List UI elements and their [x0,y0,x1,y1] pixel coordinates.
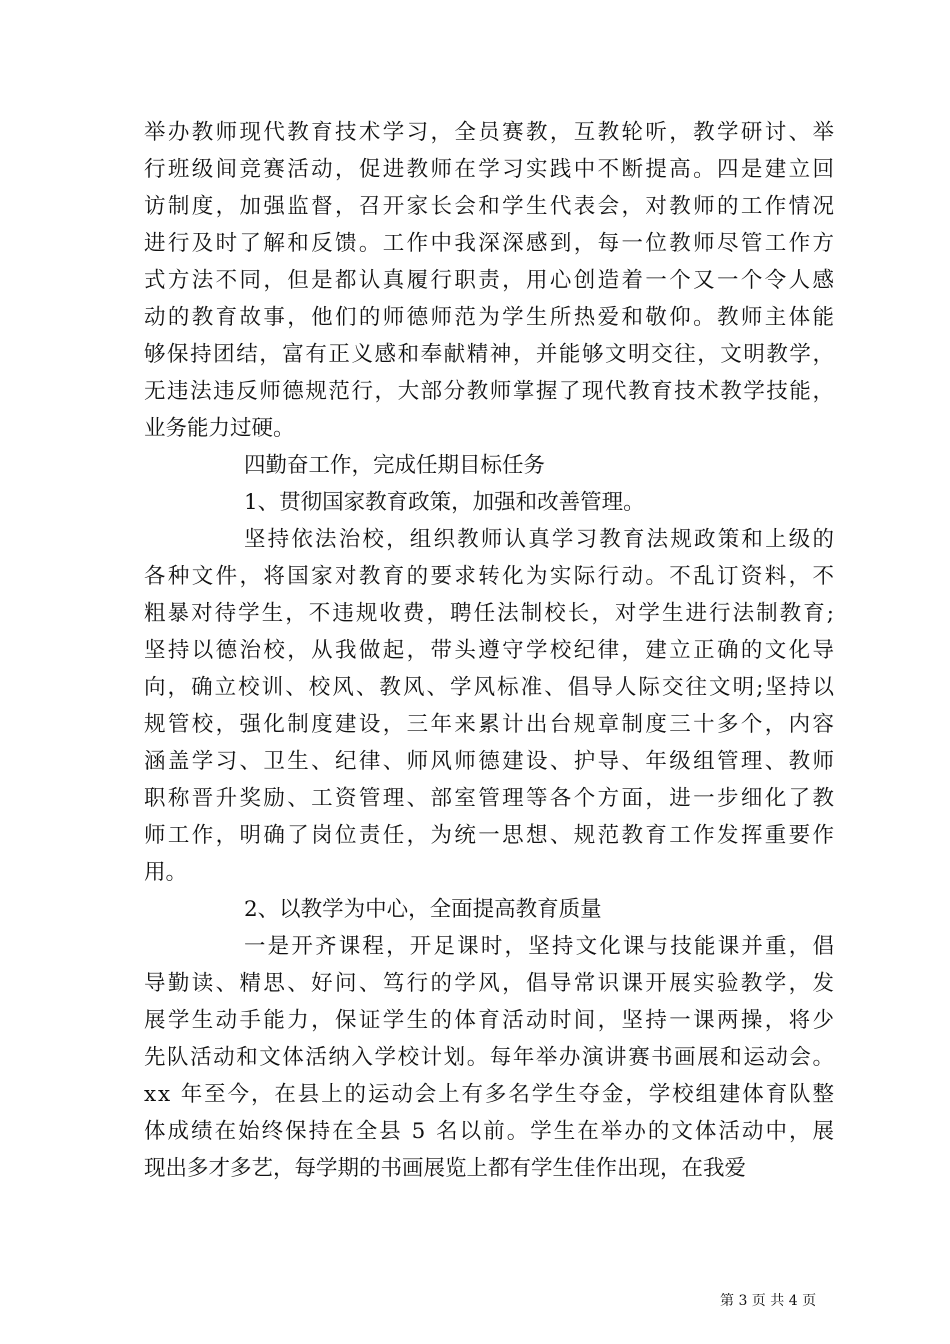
text-line: 先队活动和文体活纳入学校计划。每年举办演讲赛书画展和运动会。 [144,1045,836,1070]
text-line: 进行及时了解和反馈。工作中我深深感到，每一位教师尽管工作方 [144,231,837,256]
page-number: 第 3 页 共 4 页 [720,1293,817,1309]
text-line: 规管校，强化制度建设，三年来累计出台规章制度三十多个，内容 [144,712,837,737]
text-line: 粗暴对待学生，不违规收费，聘任法制校长，对学生进行法制教育; [144,601,837,626]
text-line: 四勤奋工作，完成任期目标任务 [244,453,546,478]
text-line: 无违法违反师德规范行，大部分教师掌握了现代教育技术教学技能， [144,379,836,404]
text-line: xx 年至今，在县上的运动会上有多名学生夺金，学校组建体育队整 [144,1082,836,1107]
text-line: 用。 [144,860,188,885]
text-line: 够保持团结，富有正义感和奉献精神，并能够文明交往，文明教学， [144,342,836,367]
text-line: 一是开齐课程，开足课时，坚持文化课与技能课并重，倡 [244,934,837,959]
text-line: 访制度，加强监督，召开家长会和学生代表会，对教师的工作情况 [144,194,837,219]
text-line: 体成绩在始终保持在全县 5 名以前。学生在举办的文体活动中，展 [144,1119,837,1144]
text-line: 举办教师现代教育技术学习，全员赛教，互教轮听，教学研讨、举 [144,120,837,145]
text-line: 展学生动手能力，保证学生的体育活动时间，坚持一课两操，将少 [144,1008,837,1033]
text-line: 行班级间竞赛活动，促进教师在学习实践中不断提高。四是建立回 [144,157,837,182]
text-line: 各种文件，将国家对教育的要求转化为实际行动。不乱订资料，不 [144,564,837,589]
text-line: 现出多才多艺，每学期的书画展览上都有学生佳作出现，在我爱 [144,1156,747,1181]
text-line: 坚持依法治校，组织教师认真学习教育法规政策和上级的 [244,527,837,552]
text-line: 式方法不同，但是都认真履行职责，用心创造着一个又一个令人感 [144,268,837,293]
text-line: 业务能力过硬。 [144,416,295,441]
text-line: 2、以教学为中心，全面提高教育质量 [244,897,602,922]
text-line: 1、贯彻国家教育政策，加强和改善管理。 [244,490,645,515]
text-line: 涵盖学习、卫生、纪律、师风师德建设、护导、年级组管理、教师 [144,749,837,774]
text-line: 坚持以德治校，从我做起，带头遵守学校纪律，建立正确的文化导 [144,638,837,663]
text-line: 职称晋升奖励、工资管理、部室管理等各个方面，进一步细化了教 [144,786,837,811]
text-line: 师工作，明确了岗位责任，为统一思想、规范教育工作发挥重要作 [144,823,837,848]
document-body [144,114,837,1187]
text-line: 动的教育故事，他们的师德师范为学生所热爱和敬仰。教师主体能 [144,305,837,330]
text-line: 导勤读、精思、好问、笃行的学风，倡导常识课开展实验教学，发 [144,971,837,996]
text-line: 向，确立校训、校风、教风、学风标准、倡导人际交往文明;坚持以 [144,675,837,700]
